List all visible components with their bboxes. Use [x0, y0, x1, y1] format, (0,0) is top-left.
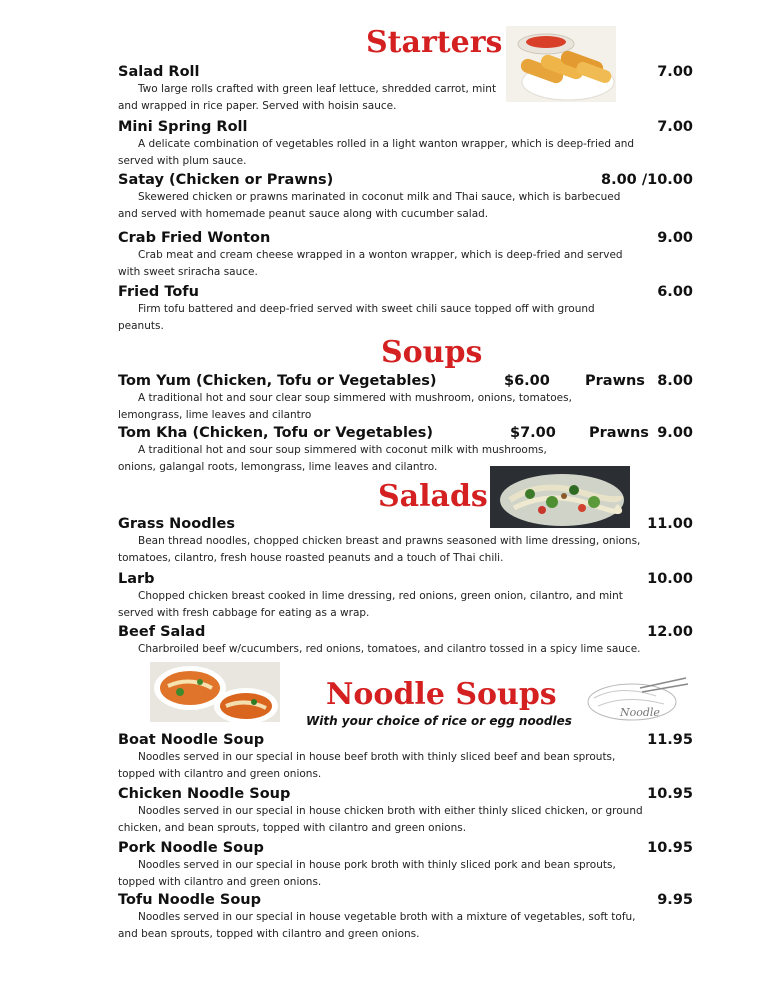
item-price: 7.00 [657, 119, 693, 135]
item-price: 6.00 [657, 284, 693, 300]
item-name: Larb [118, 571, 155, 587]
item-description: Noodles served in our special in house pork broth with thinly sliced pork and bean sprouts, topped with cilantro and green onions. [118, 859, 616, 888]
item-description: Chopped chicken breast cooked in lime dressing, red onions, green onion, cilantro, and mint served with fresh cabbage for eating as a wrap. [118, 590, 623, 619]
item-description: Firm tofu battered and deep-fried served with sweet chili sauce topped off with ground peanuts. [118, 303, 595, 332]
item-price: 9.00 [657, 425, 693, 441]
item-name: Grass Noodles [118, 516, 236, 532]
item-description: Noodles served in our special in house chicken broth with either thinly sliced chicken, or ground chicken, and bean sprouts, topped with cilantro and green onions. [118, 805, 643, 834]
item-name: Mini Spring Roll [118, 119, 248, 135]
item-description: Crab meat and cream cheese wrapped in a wonton wrapper, which is deep-fried and served with sweet sriracha sauce. [118, 249, 623, 278]
item-price: 7.00 [657, 64, 693, 80]
item-price: 8.00 [657, 373, 693, 389]
item-price: 11.95 [647, 732, 693, 748]
item-description: Skewered chicken or prawns marinated in coconut milk and Thai sauce, which is barbecued and served with homemade peanut sauce along with cucumber salad. [118, 191, 621, 220]
item-price-small: $7.00 [510, 425, 556, 441]
item-description: Noodles served in our special in house vegetable broth with a mixture of vegetables, soft tofu, and bean sprouts, topped with cilantro and green onions. [118, 911, 636, 940]
item-name: Pork Noodle Soup [118, 840, 264, 856]
item-name: Tom Yum (Chicken, Tofu or Vegetables) [118, 373, 437, 389]
grass-noodle-salad-photo [490, 466, 630, 528]
item-name: Crab Fried Wonton [118, 230, 271, 246]
item-description: Bean thread noodles, chopped chicken breast and prawns seasoned with lime dressing, onions, tomatoes, cilantro, fresh house roasted peanuts and a touch of Thai chili. [118, 535, 641, 564]
item-name: Boat Noodle Soup [118, 732, 265, 748]
item-price: 12.00 [647, 624, 693, 640]
item-name: Chicken Noodle Soup [118, 786, 291, 802]
item-price-small: 8.00 / [601, 172, 648, 188]
item-price: 9.00 [657, 230, 693, 246]
item-description: Two large rolls crafted with green leaf lettuce, shredded carrot, mint and wrapped in rice paper. Served with hoisin sauce. [118, 83, 497, 112]
item-price: 10.00 [647, 571, 693, 587]
item-name: Fried Tofu [118, 284, 199, 300]
noodle-sketch-illustration [580, 674, 690, 728]
item-name: Beef Salad [118, 624, 206, 640]
noodle-soup-photo [150, 662, 280, 722]
item-price-label: Prawns [585, 373, 645, 389]
starters-title: Starters [366, 25, 503, 60]
soups-title: Soups [381, 335, 483, 370]
item-name: Satay (Chicken or Prawns) [118, 172, 334, 188]
item-price: 10.95 [647, 786, 693, 802]
item-description: Charbroiled beef w/cucumbers, red onions, tomatoes, and cilantro tossed in a spicy lime sauce. [138, 643, 641, 655]
item-price-label: Prawns [589, 425, 649, 441]
item-name: Salad Roll [118, 64, 200, 80]
salads-title: Salads [378, 479, 488, 514]
noodle-logo-text: Noodle [620, 706, 660, 719]
item-description: A traditional hot and sour clear soup simmered with mushroom, onions, tomatoes, lemongrass, lime leaves and cilantro [118, 392, 572, 421]
noodle-soups-subtitle: With your choice of rice or egg noodles [306, 714, 572, 728]
item-description: A delicate combination of vegetables rolled in a light wanton wrapper, which is deep-fried and served with plum sauce. [118, 138, 635, 167]
item-description: A traditional hot and sour soup simmered with coconut milk with mushrooms, onions, galangal roots, lemongrass, lime leaves and cilantro. [118, 444, 547, 473]
item-price: 9.95 [657, 892, 693, 908]
item-price: 10.95 [647, 840, 693, 856]
item-price: 11.00 [647, 516, 693, 532]
item-name: Tom Kha (Chicken, Tofu or Vegetables) [118, 425, 433, 441]
noodle-soups-title: Noodle Soups [326, 677, 557, 712]
item-name: Tofu Noodle Soup [118, 892, 262, 908]
item-price-small: $6.00 [504, 373, 550, 389]
item-price: 10.00 [647, 172, 693, 188]
item-description: Noodles served in our special in house beef broth with thinly sliced beef and bean sprouts, topped with cilantro and green onions. [118, 751, 616, 780]
spring-roll-photo [506, 26, 616, 102]
